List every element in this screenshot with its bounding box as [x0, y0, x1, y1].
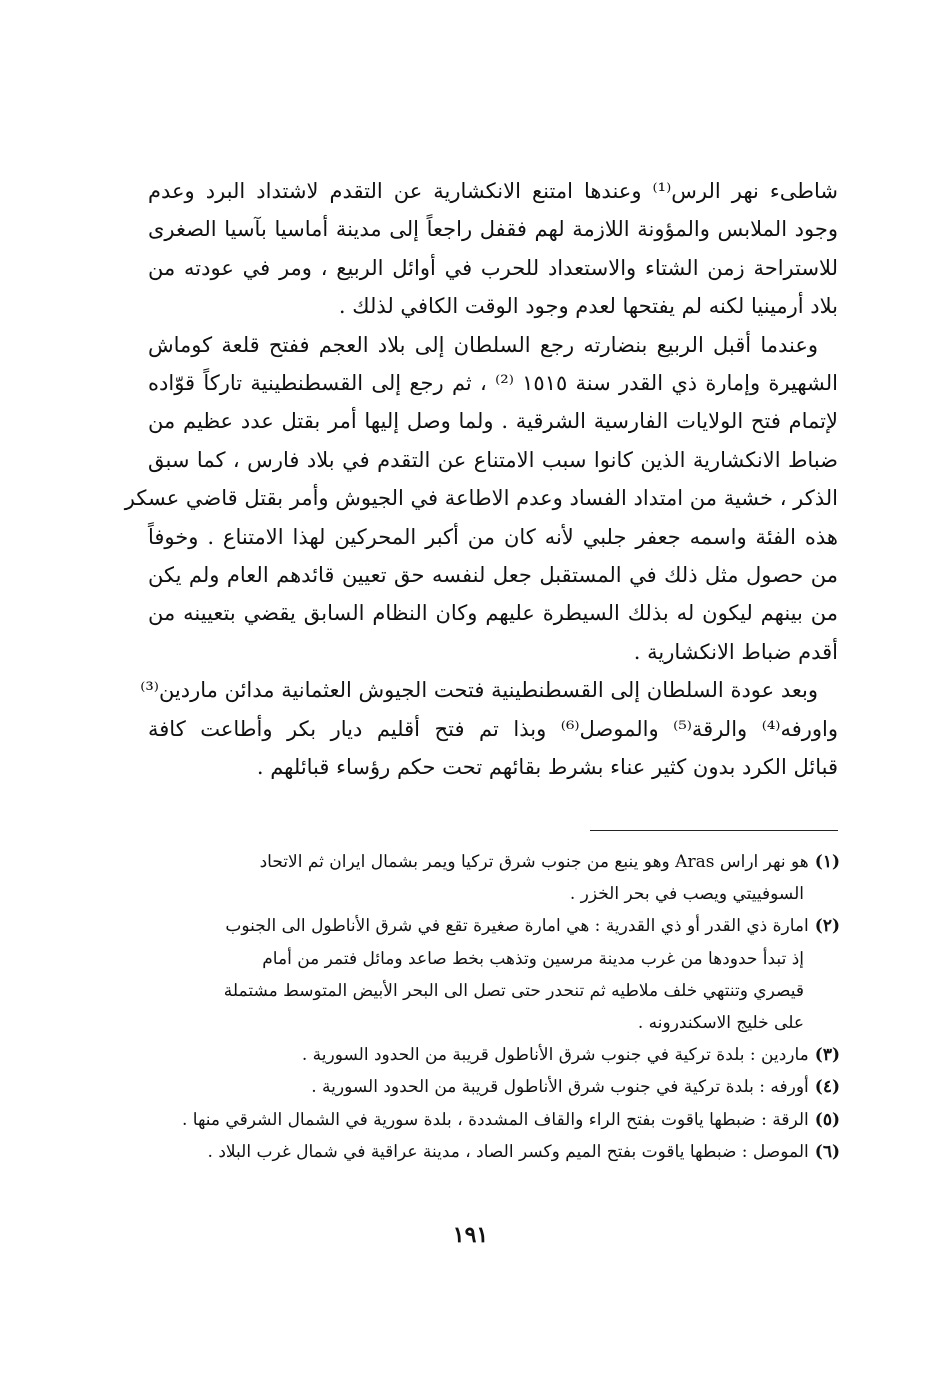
- paragraph-1: [148, 172, 838, 326]
- main-text: [124, 172, 839, 787]
- footnote-text: أورفه : بلدة تركية في جنوب شرق الأناطول قريبة من الحدود السورية .: [311, 1077, 809, 1098]
- footnote-text: ماردين : بلدة تركية في جنوب شرق الأناطول قريبة من الحدود السورية .: [301, 1045, 809, 1066]
- text-line: واورفه⁽⁴⁾ والرقة⁽⁵⁾ والموصل⁽⁶⁾ وبذا تم فتح أقليم ديار بكر وأطاعت كافة: [148, 716, 839, 741]
- footnote-text: الموصل : ضبطها ياقوت بفتح الميم وكسر الصاد ، مدينة عراقية في شمال غرب البلاد .: [207, 1141, 809, 1162]
- footnote-number: (١): [814, 852, 840, 872]
- text-line: شاطىء نهر الرس⁽¹⁾ وعندها امتنع الانكشارية عن التقدم لاشتداد البرد وعدم: [148, 179, 838, 203]
- footnote-5: [146, 1104, 840, 1136]
- text-line: بلاد أرمينيا لكنه لم يفتحها لعدم وجود الوقت الكافي لذلك .: [338, 294, 838, 319]
- text-line: الشهيرة وإمارة ذي القدر سنة ١٥١٥ ⁽²⁾ ، ثم رجع إلى القسطنطينية تاركاً قوّاده: [148, 371, 839, 396]
- footnote-line: [146, 1071, 840, 1103]
- text-line: هذه الفئة واسمه جعفر جلبي لأنه كان من أكبر المحركين لهذا الامتناع . وخوفاً: [148, 524, 838, 549]
- text-line: ضباط الانكشارية الذين كانوا سبب الامتناع عن التقدم في بلاد فارس ، كما سبق: [148, 447, 838, 472]
- paragraph-3: [140, 671, 839, 786]
- footnote-6: [146, 1136, 840, 1168]
- footnote-number: (٢): [814, 916, 840, 937]
- text-line: للاستراحة زمن الشتاء والاستعداد للحرب في أوائل الربيع ، ومر في عودته من: [148, 255, 838, 280]
- footnote-2: [146, 910, 840, 1039]
- text-line: الذكر ، خشية من امتداد الفساد وعدم الاطاعة في الجيوش وأمر بقتل قاضي عسكر: [124, 486, 838, 511]
- text-line: من بينهم ليكون له بذلك السيطرة عليهم وكان النظام السابق يقضي بتعيينه من: [148, 601, 838, 626]
- text-line: من حصول مثل ذلك في المستقبل جعل لنفسه حق تعيين قائدهم العام ولم يكن: [148, 563, 838, 588]
- text-line: قبائل الكرد بدون كثير عناء بشرط بقائهم تحت حكم رؤساء قبائلهم .: [256, 755, 838, 780]
- footnote-line: [146, 1136, 840, 1168]
- footnote-line: إذ تبدأ حدودها من غرب مدينة مرسين وتذهب بخط صاعد ومائل فتمر من أمام: [262, 948, 804, 969]
- paragraph-2: [124, 326, 839, 672]
- text-line: لإتمام فتح الولايات الفارسية الشرقية . ولما وصل إليها أمر بقتل عدد عظيم من: [148, 409, 838, 434]
- footnote-number: (٥): [814, 1109, 840, 1130]
- footnote-number: (٦): [814, 1141, 840, 1162]
- footnote-number: (٣): [814, 1045, 840, 1066]
- footnote-line: [146, 846, 840, 878]
- footnote-3: [146, 1039, 840, 1071]
- footnote-separator: [590, 830, 838, 831]
- footnote-line: [146, 1104, 840, 1136]
- text-line: وجود الملابس والمؤونة اللازمة لهم فقفل راجعاً إلى مدينة أماسيا بآسيا الصغرى: [148, 217, 838, 242]
- footnote-4: [146, 1071, 840, 1103]
- footnote-line: [146, 910, 840, 942]
- footnote-text: هو نهر اراس Aras وهو ينبع من جنوب شرق تركيا ويمر بشمال ايران ثم الاتحاد: [259, 852, 809, 872]
- footnote-number: (٤): [814, 1077, 840, 1098]
- page-number: ١٩١: [452, 1222, 489, 1248]
- footnote-1: [146, 846, 840, 910]
- footnote-line: قيصري وتنتهي خلف ملاطيه ثم تنحدر حتى تصل الى البحر الأبيض المتوسط مشتملة: [223, 980, 804, 1001]
- footnotes: [146, 846, 840, 1168]
- text-line: وبعد عودة السلطان إلى القسطنطينية فتحت الجيوش العثمانية مدائن ماردين⁽³⁾: [140, 678, 818, 703]
- text-line: وعندما أقبل الربيع بنضارته رجع السلطان إلى بلاد العجم ففتح قلعة كوماش: [148, 332, 818, 357]
- footnote-line: السوفييتي ويصب في بحر الخزر .: [569, 884, 804, 905]
- footnote-line: [146, 1039, 840, 1071]
- text-line: أقدم ضباط الانكشارية .: [633, 639, 838, 664]
- footnote-text: امارة ذي القدر أو ذي القدرية : هي امارة صغيرة تقع في شرق الأناطول الى الجنوب: [225, 916, 809, 937]
- footnote-text: الرقة : ضبطها ياقوت بفتح الراء والقاف المشددة ، بلدة سورية في الشمال الشرقي منها .: [181, 1109, 809, 1130]
- footnote-line: على خليج الاسكندرونه .: [637, 1013, 804, 1034]
